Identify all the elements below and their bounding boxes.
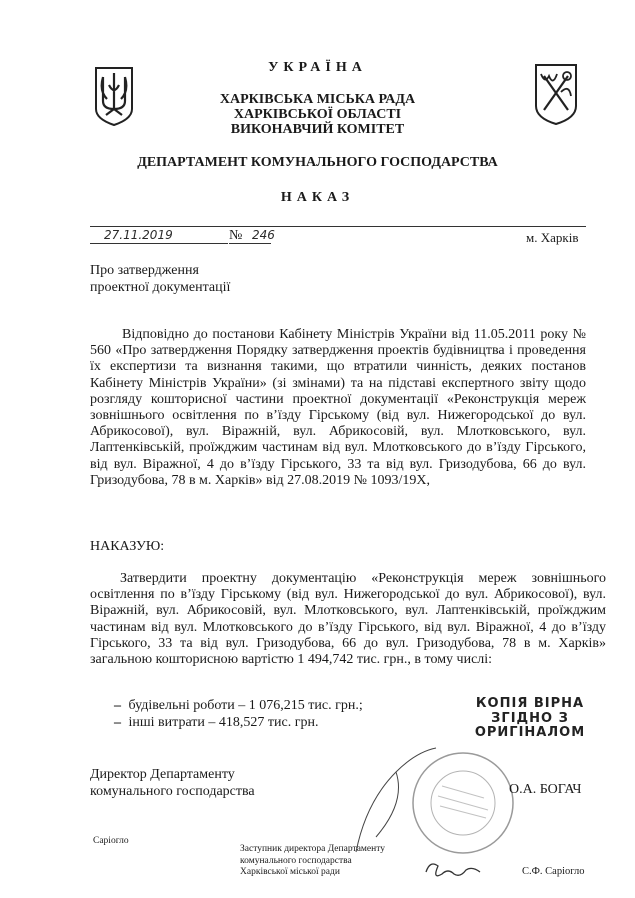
subject-line: Про затвердження — [90, 263, 199, 278]
certifier-signature-mark — [420, 856, 490, 884]
city: м. Харків — [526, 230, 579, 245]
certifier-line: Харківської міської ради — [240, 867, 340, 877]
signatory-title-line: Директор Департаменту — [90, 767, 235, 782]
department-heading: ДЕПАРТАМЕНТ КОМУНАЛЬНОГО ГОСПОДАРСТВА — [137, 155, 498, 170]
number-underline — [229, 243, 271, 244]
order-number: 246 — [252, 228, 275, 242]
order-number-label: № — [229, 228, 243, 243]
order-word: НАКАЗУЮ: — [90, 539, 165, 554]
council-line: ХАРКІВСЬКА МІСЬКА РАДА — [219, 92, 416, 107]
document-author: Саріогло — [93, 836, 129, 846]
preamble-paragraph: Відповідно до постанови Кабінету Міністрів України від 11.05.2011 року № 560 «Про затвердження Порядку затвердження проектів будівництва і проведення їх експертизи та визнання такими, що втратили чинність, деяких постанов Кабінету Міністрів України» (зі змінами) та на підставі експертного звіту щодо розгляду кошторисної частини проектної документації «Реконструкція мереж зовнішнього освітлення по в’їзду Гірському (від вул. Нижегородської до вул. Абрикосової), вул. Віражній, вул. Абрикосовій, вул. Млотковського, вул. Лаптенківській, проїжджим частинам від вул. Млотковського до в’їзду Гірського, від вул. Віражної, 4 до в’їзду Гірського, 33 та від вул. Гризодубова, 66 до вул. Гризодубова, 78 в м. Харків» від 27.08.2019 № 1093/19Х, — [90, 327, 586, 488]
council-heading — [0, 92, 635, 137]
signatory-name: О.А. БОГАЧ — [509, 782, 582, 797]
cost-items-list — [114, 697, 363, 731]
stamp-line: КОПІЯ ВІРНА — [475, 696, 585, 711]
signatory-title-line: комунального господарства — [90, 784, 255, 799]
copy-certification-stamp — [470, 697, 590, 741]
stamp-line: ОРИГІНАЛОМ — [474, 725, 586, 740]
document-type: НАКАЗ — [280, 190, 355, 205]
certifier-line: комунального господарства — [240, 855, 352, 866]
certifier-line: Заступник директора Департаменту — [240, 844, 386, 854]
council-line: ВИКОНАВЧИЙ КОМІТЕТ — [230, 122, 405, 137]
list-item: – інші витрати – 418,527 тис. грн. — [114, 714, 363, 731]
stamp-line: ЗГІДНО З — [491, 710, 569, 726]
order-date: 27.11.2019 — [104, 228, 173, 242]
country-heading: УКРАЇНА — [268, 60, 367, 75]
certifier-block — [240, 844, 385, 879]
date-underline — [90, 243, 228, 244]
subject-line: проектної документації — [90, 280, 231, 295]
header-rule — [90, 226, 586, 227]
certifier-name: С.Ф. Саріогло — [522, 866, 585, 877]
subject — [90, 262, 230, 296]
council-line: ХАРКІВСЬКОЇ ОБЛАСТІ — [233, 107, 402, 122]
list-item: – будівельні роботи – 1 076,215 тис. грн.; — [114, 697, 363, 714]
order-paragraph: Затвердити проектну документацію «Реконструкція мереж зовнішнього освітлення по в’їзду Гірському (від вул. Нижегородської до вул. Абрикосової), вул. Віражній, вул. Абрикосовій, вул. Млотковського, вул. Лаптенківській, проїжджим частинам від вул. Млотковського до в’їзду Гірського, від вул. Віражної, 4 до в’їзду Гірського, 33 та від вул. Гризодубова, 66 до вул. Гризодубова, 78 в м. Харків» загальною кошторисною вартістю 1 494,742 тис. грн., в тому числі: — [90, 571, 606, 668]
signatory-title — [90, 766, 255, 800]
